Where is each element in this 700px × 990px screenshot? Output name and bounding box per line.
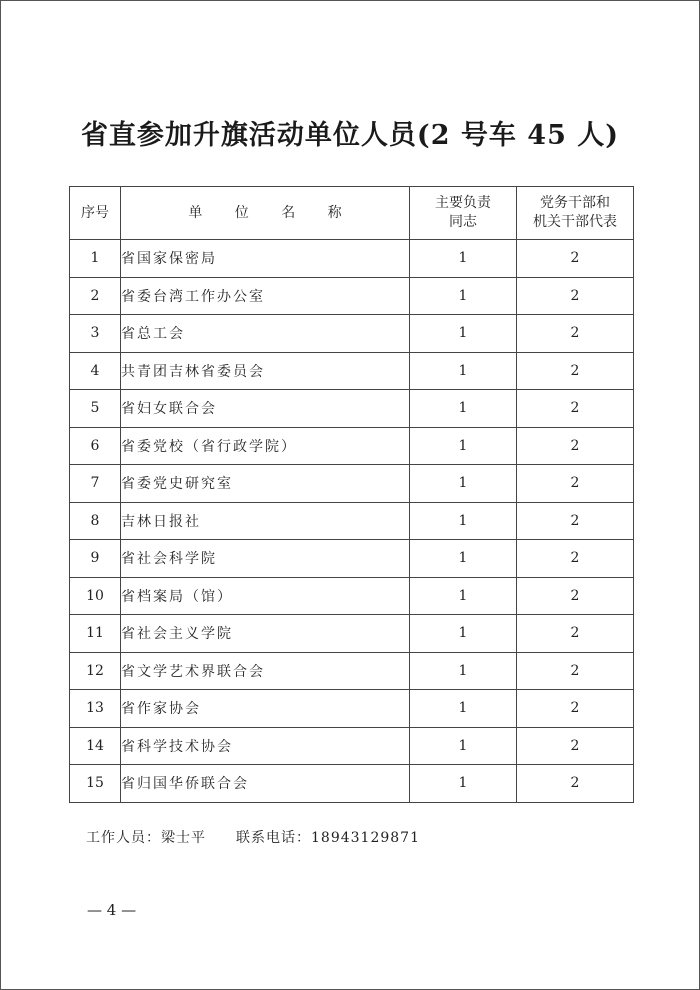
row-leaders: 1 <box>410 727 517 765</box>
row-index: 6 <box>70 427 121 465</box>
row-staff: 2 <box>517 765 634 803</box>
contact-line <box>86 827 420 847</box>
header-index <box>70 187 121 240</box>
table-row <box>70 390 634 428</box>
row-leaders: 1 <box>410 540 517 578</box>
table-row <box>70 315 634 353</box>
header-leaders-line2: 同志 <box>449 214 477 230</box>
row-index: 8 <box>70 502 121 540</box>
row-staff: 2 <box>517 502 634 540</box>
row-unit: 省社会主义学院 <box>121 615 410 653</box>
row-staff: 2 <box>517 540 634 578</box>
row-index: 4 <box>70 352 121 390</box>
row-leaders: 1 <box>410 615 517 653</box>
table-row <box>70 690 634 728</box>
row-staff: 2 <box>517 465 634 503</box>
row-leaders: 1 <box>410 577 517 615</box>
row-unit: 省委党史研究室 <box>121 465 410 503</box>
table-row <box>70 240 634 278</box>
table-row <box>70 465 634 503</box>
row-unit: 省委台湾工作办公室 <box>121 277 410 315</box>
row-index: 15 <box>70 765 121 803</box>
row-unit: 省国家保密局 <box>121 240 410 278</box>
page-number: — 4 — <box>87 901 137 919</box>
header-staff <box>517 187 634 240</box>
row-unit: 省社会科学院 <box>121 540 410 578</box>
row-index: 1 <box>70 240 121 278</box>
row-leaders: 1 <box>410 427 517 465</box>
row-index: 11 <box>70 615 121 653</box>
row-leaders: 1 <box>410 652 517 690</box>
row-leaders: 1 <box>410 502 517 540</box>
row-index: 9 <box>70 540 121 578</box>
row-unit: 吉林日报社 <box>121 502 410 540</box>
row-unit: 省文学艺术界联合会 <box>121 652 410 690</box>
table-row <box>70 727 634 765</box>
row-staff: 2 <box>517 352 634 390</box>
table-row <box>70 577 634 615</box>
row-leaders: 1 <box>410 690 517 728</box>
header-leaders-line1: 主要负责 <box>435 195 491 211</box>
row-unit: 省档案局（馆） <box>121 577 410 615</box>
table-row <box>70 502 634 540</box>
staff-name: 工作人员：梁士平 <box>86 830 206 846</box>
row-staff: 2 <box>517 727 634 765</box>
table-body <box>70 240 634 803</box>
row-staff: 2 <box>517 277 634 315</box>
row-staff: 2 <box>517 652 634 690</box>
header-unit-name <box>121 187 410 240</box>
row-index: 7 <box>70 465 121 503</box>
row-index: 10 <box>70 577 121 615</box>
row-index: 12 <box>70 652 121 690</box>
row-staff: 2 <box>517 615 634 653</box>
unit-roster-table <box>69 186 634 803</box>
row-unit: 省归国华侨联合会 <box>121 765 410 803</box>
table-row <box>70 427 634 465</box>
row-staff: 2 <box>517 240 634 278</box>
table-row <box>70 765 634 803</box>
table-row <box>70 652 634 690</box>
row-leaders: 1 <box>410 277 517 315</box>
row-index: 14 <box>70 727 121 765</box>
table-row <box>70 540 634 578</box>
row-unit: 省妇女联合会 <box>121 390 410 428</box>
header-leaders <box>410 187 517 240</box>
row-staff: 2 <box>517 390 634 428</box>
row-staff: 2 <box>517 690 634 728</box>
row-unit: 省总工会 <box>121 315 410 353</box>
row-index: 5 <box>70 390 121 428</box>
row-staff: 2 <box>517 577 634 615</box>
row-unit: 省科学技术协会 <box>121 727 410 765</box>
row-leaders: 1 <box>410 390 517 428</box>
row-leaders: 1 <box>410 465 517 503</box>
document-title: 省直参加升旗活动单位人员(2 号车 45 人) <box>80 120 620 151</box>
row-leaders: 1 <box>410 352 517 390</box>
row-index: 2 <box>70 277 121 315</box>
header-staff-line1: 党务干部和 <box>540 195 610 211</box>
table-row <box>70 615 634 653</box>
row-staff: 2 <box>517 315 634 353</box>
row-unit: 共青团吉林省委员会 <box>121 352 410 390</box>
row-leaders: 1 <box>410 765 517 803</box>
row-unit: 省委党校（省行政学院） <box>121 427 410 465</box>
header-index-label: 序号 <box>81 204 109 221</box>
row-staff: 2 <box>517 427 634 465</box>
row-leaders: 1 <box>410 315 517 353</box>
row-unit: 省作家协会 <box>121 690 410 728</box>
row-index: 13 <box>70 690 121 728</box>
header-unit-label: 单 位 名 称 <box>188 204 356 221</box>
row-index: 3 <box>70 315 121 353</box>
table-row <box>70 352 634 390</box>
row-leaders: 1 <box>410 240 517 278</box>
header-staff-line2: 机关干部代表 <box>533 214 617 230</box>
table-row <box>70 277 634 315</box>
contact-phone: 联系电话：18943129871 <box>236 830 420 846</box>
table-header-row <box>70 187 634 240</box>
